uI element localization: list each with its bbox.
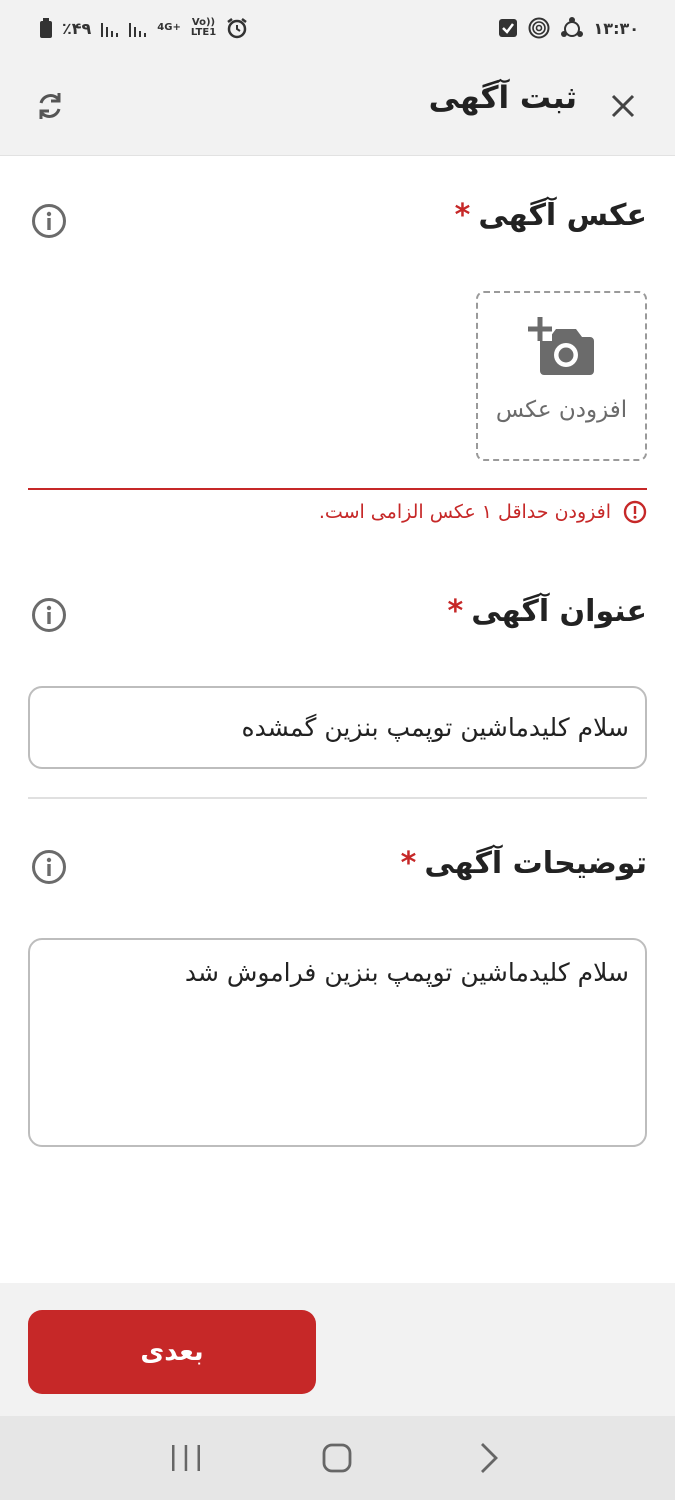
section-divider xyxy=(28,797,647,799)
status-left-group xyxy=(40,17,248,39)
description-section-label: توضیحات آگهی xyxy=(424,846,647,881)
title-section-label: عنوان آگهی xyxy=(471,594,647,629)
refresh-icon xyxy=(33,89,67,123)
error-icon xyxy=(623,500,647,524)
add-photo-label: افزودن عکس xyxy=(495,397,628,423)
required-mark: * xyxy=(400,846,417,881)
title-info-button[interactable] xyxy=(30,596,68,634)
home-icon xyxy=(321,1442,353,1474)
signal-icon xyxy=(129,19,147,37)
refresh-button[interactable] xyxy=(30,86,70,126)
battery-percent: ٪۴۹ xyxy=(62,18,92,38)
back-button[interactable] xyxy=(459,1428,519,1488)
recent-apps-icon xyxy=(170,1443,202,1473)
description-section-title xyxy=(401,846,647,881)
info-icon xyxy=(31,597,67,633)
photo-section-label: عکس آگهی xyxy=(478,198,647,233)
clock: ۱۳:۳۰ xyxy=(593,18,639,38)
next-button[interactable] xyxy=(28,1310,316,1394)
info-icon xyxy=(31,203,67,239)
sync-app-icon xyxy=(560,16,584,40)
checkbox-notification-icon xyxy=(498,18,518,38)
back-chevron-icon xyxy=(478,1441,500,1475)
lte-label: LTE1 xyxy=(190,27,217,38)
ad-title-input[interactable] xyxy=(28,686,647,769)
description-info-button[interactable] xyxy=(30,848,68,886)
network-type: 4G+ xyxy=(157,22,181,33)
signal-icon xyxy=(101,19,119,37)
photo-section-title xyxy=(455,198,647,233)
photo-error-text: افزودن حداقل ۱ عکس الزامی است. xyxy=(318,501,611,523)
required-mark: * xyxy=(447,594,464,629)
ad-description-textarea[interactable] xyxy=(28,938,647,1147)
add-camera-icon xyxy=(526,315,598,383)
status-right-group xyxy=(498,16,639,40)
error-divider xyxy=(28,488,647,490)
battery-icon xyxy=(40,18,52,38)
system-nav-bar xyxy=(0,1416,675,1500)
next-button-label: بعدی xyxy=(140,1337,204,1367)
app-bar xyxy=(0,56,675,156)
photo-error-message xyxy=(319,500,647,524)
home-button[interactable] xyxy=(307,1428,367,1488)
required-mark: * xyxy=(454,198,471,233)
page-title: ثبت آگهی xyxy=(428,80,577,116)
recent-apps-button[interactable] xyxy=(156,1428,216,1488)
footer-bar xyxy=(0,1283,675,1416)
close-button[interactable] xyxy=(605,88,641,124)
title-section-title xyxy=(448,594,647,629)
ad-description-value: سلام کلیدماشین توپمپ بنزین فراموش شد xyxy=(184,958,629,987)
volte-label: Vo)) xyxy=(191,17,216,28)
close-icon xyxy=(610,93,636,119)
ad-title-value: سلام کلیدماشین توپمپ بنزین گمشده xyxy=(241,713,629,742)
fingerprint-icon xyxy=(528,17,550,39)
alarm-icon xyxy=(226,17,248,39)
photo-info-button[interactable] xyxy=(30,202,68,240)
add-photo-button[interactable] xyxy=(476,291,647,461)
status-bar xyxy=(0,0,675,56)
volte-indicator xyxy=(191,18,216,38)
info-icon xyxy=(31,849,67,885)
